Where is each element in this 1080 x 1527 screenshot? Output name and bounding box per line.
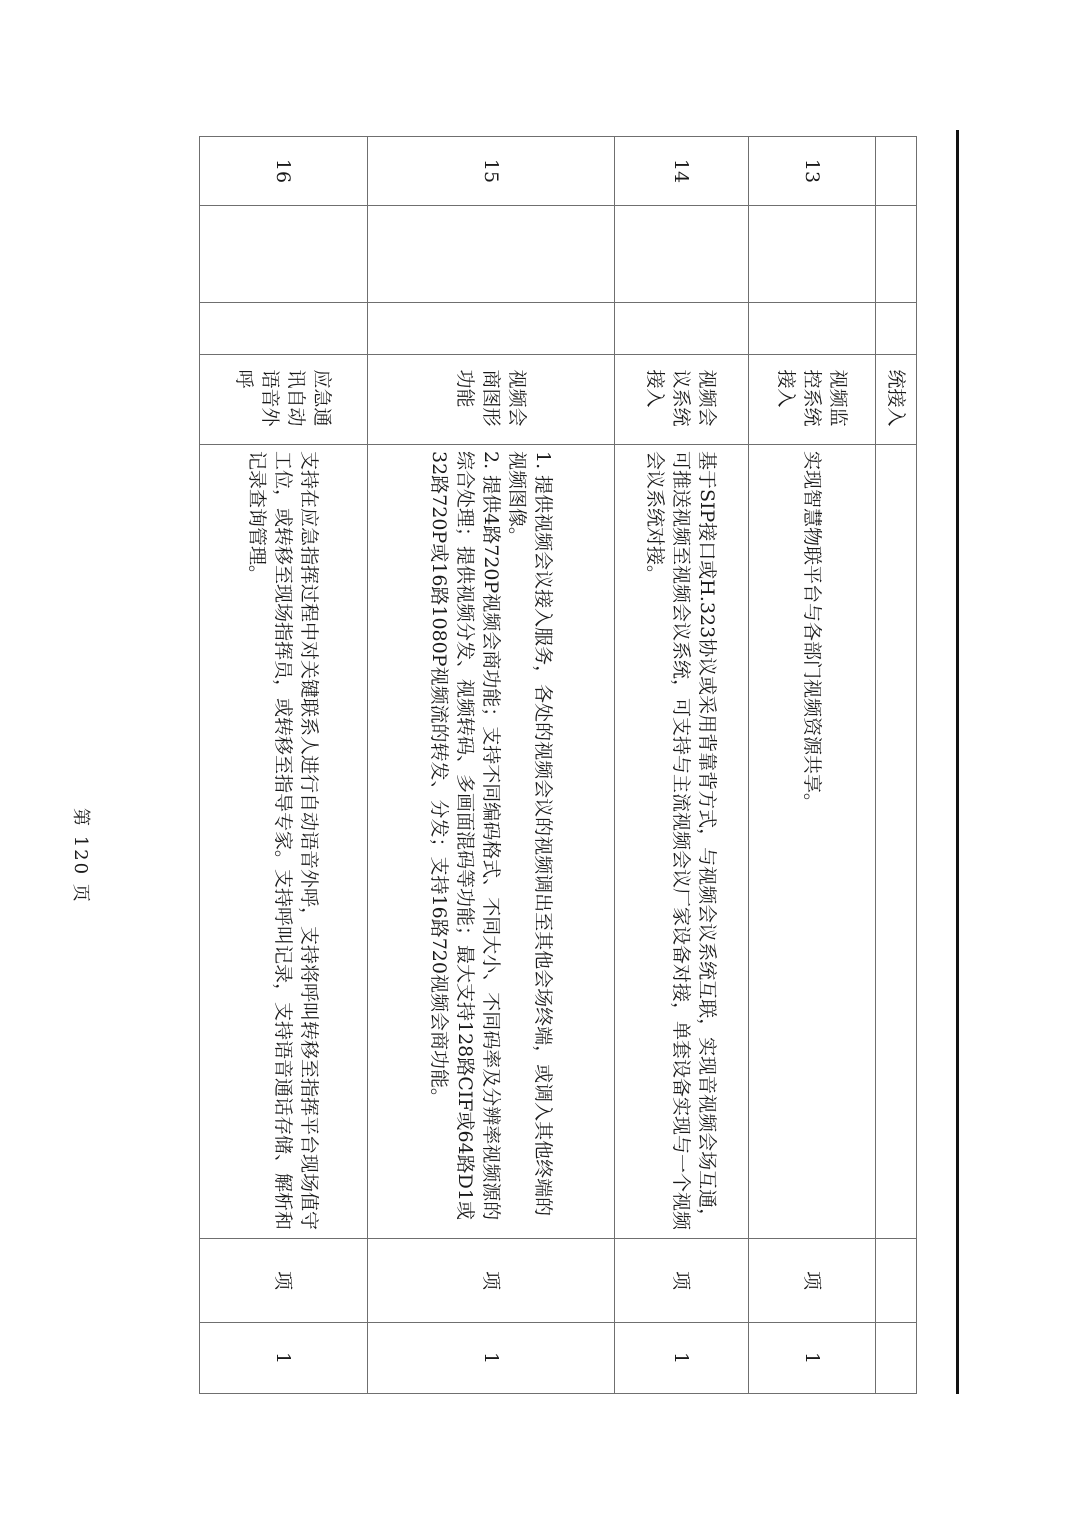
rotated-table-block — [200, 136, 917, 1393]
spec-table — [199, 136, 917, 1394]
row-description: 支持在应急指挥过程中对关键联系人进行自动语音外呼，支持将呼叫转移至指挥平台现场值守工位，或转移至现场指挥员，或转移至指导专家。支持呼叫记录，支持语音通话存储、解析和记录查询管理。 — [200, 445, 368, 1239]
row-number: 15 — [368, 137, 615, 206]
row-quantity: 1 — [368, 1323, 615, 1394]
row-name: 应急通讯自动语音外呼 — [200, 355, 368, 445]
row-name: 统接入 — [876, 355, 917, 445]
table-row — [368, 137, 615, 1394]
row-number: 16 — [200, 137, 368, 206]
row-description: 基于SIP接口或H.323协议或采用背靠背方式，与视频会议系统互联，实现音视频会场互通，可推送视频至视频会议系统，可支持与主流视频会议厂家设备对接，单套设备实现与一个视频会议系统对接。 — [615, 445, 749, 1239]
row-unit: 项 — [200, 1239, 368, 1323]
row-unit: 项 — [749, 1239, 876, 1323]
row-unit: 项 — [615, 1239, 749, 1323]
row-quantity: 1 — [615, 1323, 749, 1394]
row-number: 14 — [615, 137, 749, 206]
row-quantity: 1 — [749, 1323, 876, 1394]
table-row — [749, 137, 876, 1394]
row-unit: 项 — [368, 1239, 615, 1323]
table-row-continuation — [876, 137, 917, 1394]
row-number: 13 — [749, 137, 876, 206]
page-number: 第 120 页 — [70, 808, 91, 904]
row-quantity: 1 — [200, 1323, 368, 1394]
table-row — [615, 137, 749, 1394]
row-name: 视频会商图形功能 — [368, 355, 615, 445]
row-name: 视频会议系统接入 — [615, 355, 749, 445]
row-description: 实现智慧物联平台与各部门视频资源共享。 — [749, 445, 876, 1239]
row-name: 视频监控系统接入 — [749, 355, 876, 445]
row-description: 1. 提供视频会议接入服务，各处的视频会议的视频调出至其他会场终端，或调入其他终端的视频图像。 2. 提供4路720P视频会商功能；支持不同编码格式、不同大小、不同码率及分辨率视频源的综合处理；提供视频分发、视频转码、多画面混码等功能；最大支持128路CIF或64路D1或32路720P或16路1080P视频流的转发、分发；支持16路720视频会商功能。 — [368, 445, 615, 1239]
page-frame-line — [956, 130, 959, 1394]
table-row — [200, 137, 368, 1394]
